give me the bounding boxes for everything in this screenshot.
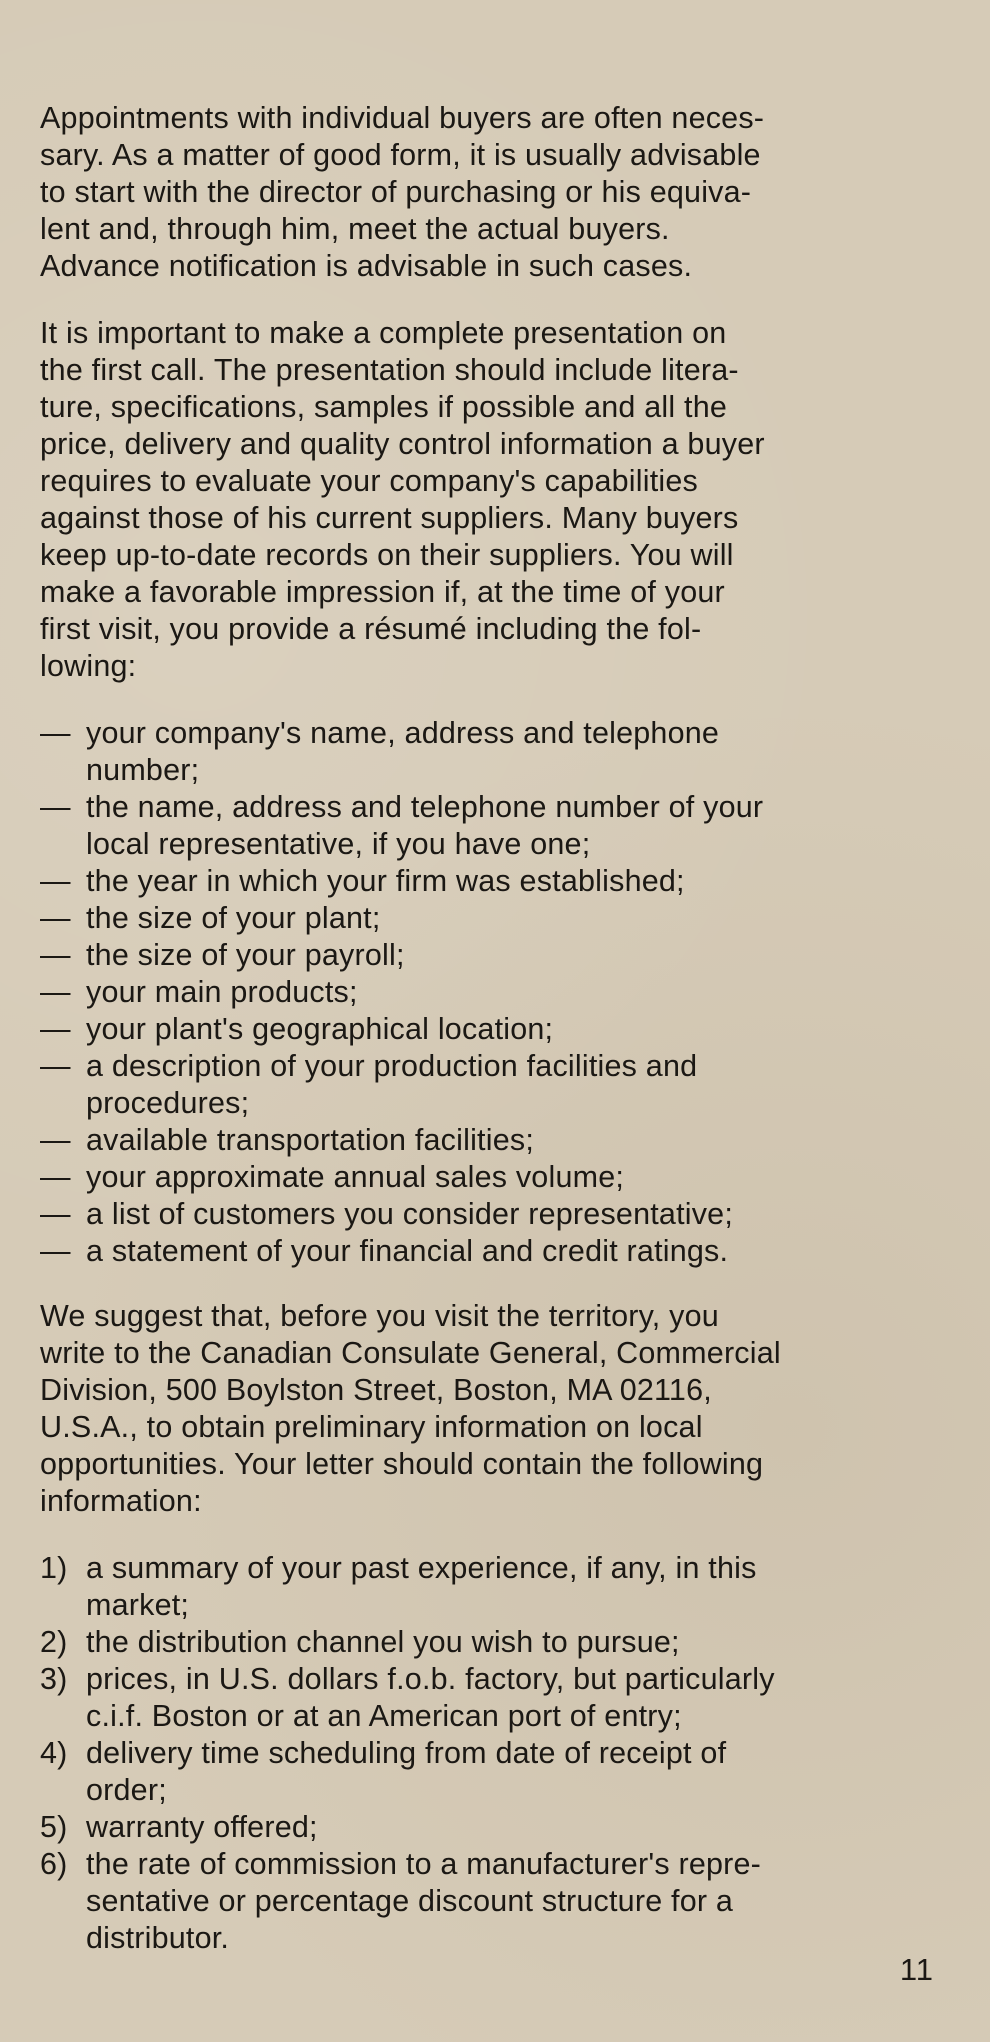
resume-list-item bbox=[40, 900, 940, 937]
resume-list-item-line: your main products; bbox=[86, 975, 358, 1009]
resume-list-item-text bbox=[86, 1011, 553, 1048]
dash-marker: — bbox=[40, 938, 71, 972]
letter-list-item-line: a summary of your past experience, if any, in this bbox=[86, 1551, 757, 1585]
letter-list-item bbox=[40, 1735, 940, 1809]
dash-marker: — bbox=[40, 1049, 71, 1083]
resume-list-item bbox=[40, 1048, 940, 1122]
resume-list-item-text bbox=[86, 863, 685, 900]
letter-list-item bbox=[40, 1624, 940, 1661]
paragraph-consulate bbox=[40, 1298, 940, 1520]
letter-list-item-line: the distribution channel you wish to pursue; bbox=[86, 1625, 680, 1659]
resume-list-item-text bbox=[86, 1159, 624, 1196]
resume-list-item-line: your company's name, address and telephone bbox=[86, 716, 720, 750]
letter-list-item-line: warranty offered; bbox=[86, 1810, 318, 1844]
paragraph-appointments-line: sary. As a matter of good form, it is usually advisable bbox=[40, 138, 761, 172]
paragraph-consulate-line: write to the Canadian Consulate General, Commercial bbox=[40, 1336, 781, 1370]
dash-marker: — bbox=[40, 1197, 71, 1231]
resume-list-item bbox=[40, 789, 940, 863]
resume-list-item-text bbox=[86, 1122, 534, 1159]
paragraph-presentation-line: against those of his current suppliers. Many buyers bbox=[40, 501, 739, 535]
page-number: 11 bbox=[899, 1952, 934, 1987]
resume-items-list bbox=[40, 715, 940, 1270]
resume-list-item-line: local representative, if you have one; bbox=[86, 827, 591, 861]
resume-list-item-line: procedures; bbox=[86, 1086, 250, 1120]
letter-list-item-text bbox=[86, 1809, 318, 1846]
letter-items-list bbox=[40, 1550, 940, 1957]
dash-marker: — bbox=[40, 1160, 71, 1194]
paragraph-consulate-line: We suggest that, before you visit the territory, you bbox=[40, 1299, 719, 1333]
dash-marker: — bbox=[40, 975, 71, 1009]
paragraph-presentation-line: keep up-to-date records on their suppliers. You will bbox=[40, 538, 734, 572]
paragraph-presentation-line: the first call. The presentation should include litera- bbox=[40, 353, 739, 387]
resume-list-item-text bbox=[86, 715, 719, 789]
paragraph-presentation-line: lowing: bbox=[40, 649, 137, 683]
resume-list-item bbox=[40, 974, 940, 1011]
letter-list-item-line: delivery time scheduling from date of receipt of bbox=[86, 1736, 727, 1770]
paragraph-presentation-line: It is important to make a complete presentation on bbox=[40, 316, 727, 350]
paragraph-consulate-line: U.S.A., to obtain preliminary information on local bbox=[40, 1410, 703, 1444]
letter-list-item-line: distributor. bbox=[86, 1921, 230, 1955]
dash-marker: — bbox=[40, 790, 71, 824]
letter-list-item-line: the rate of commission to a manufacturer's repre- bbox=[86, 1847, 762, 1881]
dash-marker: — bbox=[40, 901, 71, 935]
resume-list-item-line: a statement of your financial and credit ratings. bbox=[86, 1234, 729, 1268]
paragraph-consulate-line: Division, 500 Boylston Street, Boston, MA 02116, bbox=[40, 1373, 712, 1407]
paragraph-appointments bbox=[40, 100, 940, 285]
resume-list-item bbox=[40, 937, 940, 974]
resume-list-item bbox=[40, 1233, 940, 1270]
number-marker: 4) bbox=[40, 1736, 68, 1770]
letter-list-item-line: c.i.f. Boston or at an American port of entry; bbox=[86, 1699, 682, 1733]
resume-list-item-text bbox=[86, 1048, 697, 1122]
number-marker: 2) bbox=[40, 1625, 68, 1659]
resume-list-item-line: the name, address and telephone number of your bbox=[86, 790, 764, 824]
resume-list-item-text bbox=[86, 1233, 728, 1270]
resume-list-item-line: the year in which your firm was established; bbox=[86, 864, 685, 898]
resume-list-item-line: the size of your plant; bbox=[86, 901, 381, 935]
number-marker: 3) bbox=[40, 1662, 68, 1696]
resume-list-item-text bbox=[86, 900, 381, 937]
resume-list-item-line: a list of customers you consider representative; bbox=[86, 1197, 734, 1231]
letter-list-item bbox=[40, 1661, 940, 1735]
paragraph-presentation-line: requires to evaluate your company's capabilities bbox=[40, 464, 698, 498]
resume-list-item bbox=[40, 1196, 940, 1233]
resume-list-item-line: available transportation facilities; bbox=[86, 1123, 534, 1157]
resume-list-item bbox=[40, 715, 940, 789]
resume-list-item-line: a description of your production facilities and bbox=[86, 1049, 698, 1083]
paragraph-appointments-line: lent and, through him, meet the actual buyers. bbox=[40, 212, 670, 246]
resume-list-item bbox=[40, 1011, 940, 1048]
paragraph-appointments-line: to start with the director of purchasing or his equiva- bbox=[40, 175, 752, 209]
resume-list-item-line: number; bbox=[86, 753, 200, 787]
letter-list-item-text bbox=[86, 1846, 761, 1957]
letter-list-item-text bbox=[86, 1624, 680, 1661]
resume-list-item-line: your plant's geographical location; bbox=[86, 1012, 554, 1046]
paragraph-presentation-line: make a favorable impression if, at the time of your bbox=[40, 575, 725, 609]
number-marker: 5) bbox=[40, 1810, 68, 1844]
paragraph-presentation-line: first visit, you provide a résumé including the fol- bbox=[40, 612, 702, 646]
number-marker: 6) bbox=[40, 1847, 68, 1881]
letter-list-item-line: order; bbox=[86, 1773, 167, 1807]
letter-list-item-line: sentative or percentage discount structure for a bbox=[86, 1884, 734, 1918]
letter-list-item bbox=[40, 1550, 940, 1624]
resume-list-item bbox=[40, 1159, 940, 1196]
resume-list-item-line: the size of your payroll; bbox=[86, 938, 405, 972]
paragraph-presentation-line: ture, specifications, samples if possible and all the bbox=[40, 390, 728, 424]
paragraph-presentation bbox=[40, 315, 940, 685]
number-marker: 1) bbox=[40, 1551, 68, 1585]
dash-marker: — bbox=[40, 716, 71, 750]
resume-list-item-text bbox=[86, 974, 358, 1011]
resume-list-item-text bbox=[86, 789, 763, 863]
dash-marker: — bbox=[40, 1123, 71, 1157]
letter-list-item-text bbox=[86, 1550, 757, 1624]
paragraph-appointments-line: Advance notification is advisable in such cases. bbox=[40, 249, 693, 283]
letter-list-item-text bbox=[86, 1735, 726, 1809]
letter-list-item-line: market; bbox=[86, 1588, 190, 1622]
resume-list-item bbox=[40, 1122, 940, 1159]
dash-marker: — bbox=[40, 864, 71, 898]
resume-list-item-text bbox=[86, 937, 405, 974]
resume-list-item-text bbox=[86, 1196, 733, 1233]
letter-list-item bbox=[40, 1809, 940, 1846]
letter-list-item-line: prices, in U.S. dollars f.o.b. factory, but particularly bbox=[86, 1662, 775, 1696]
page-content bbox=[40, 100, 940, 1985]
paragraph-consulate-line: opportunities. Your letter should contain the following bbox=[40, 1447, 764, 1481]
resume-list-item-line: your approximate annual sales volume; bbox=[86, 1160, 625, 1194]
paragraph-presentation-line: price, delivery and quality control information a buyer bbox=[40, 427, 765, 461]
letter-list-item-text bbox=[86, 1661, 775, 1735]
resume-list-item bbox=[40, 863, 940, 900]
dash-marker: — bbox=[40, 1234, 71, 1268]
paragraph-consulate-line: information: bbox=[40, 1484, 202, 1518]
paragraph-appointments-line: Appointments with individual buyers are often neces- bbox=[40, 101, 765, 135]
dash-marker: — bbox=[40, 1012, 71, 1046]
letter-list-item bbox=[40, 1846, 940, 1957]
